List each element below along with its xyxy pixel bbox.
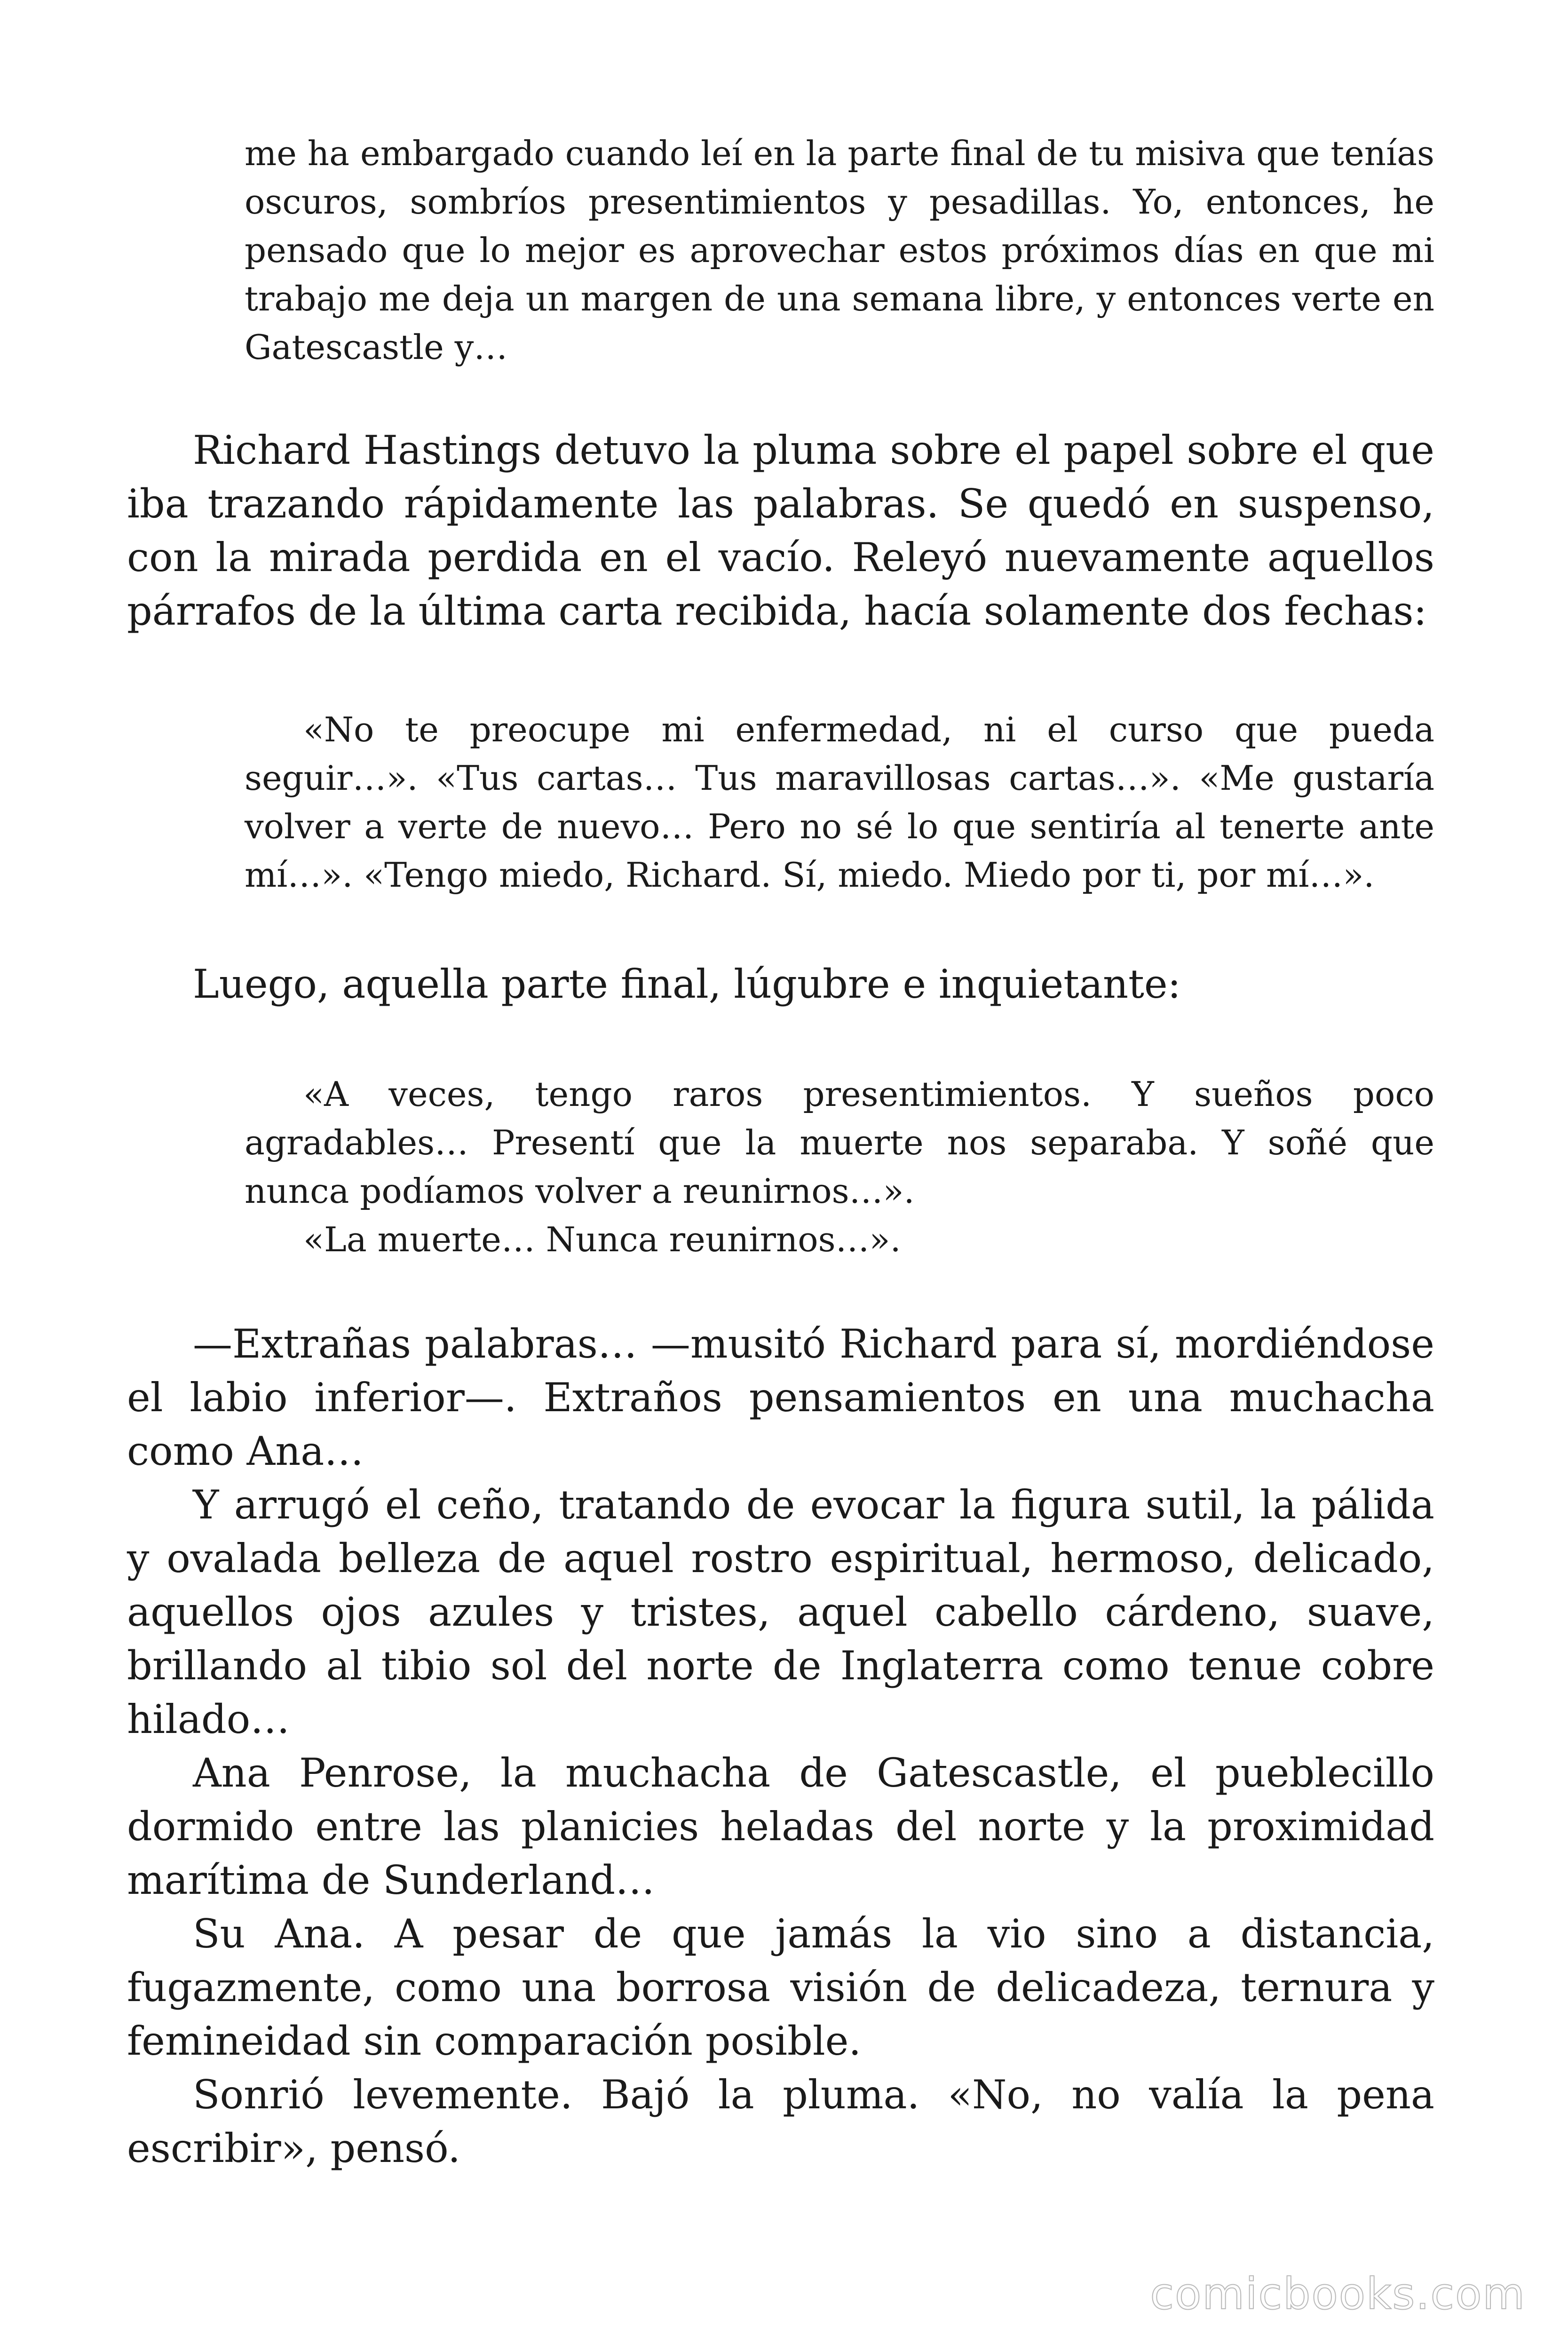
letter-excerpt-2 [245, 706, 1434, 899]
narrative-section-3 [127, 1317, 1434, 2175]
letter-excerpt-3-text-2: «La muerte… Nunca reunirnos…». [303, 1220, 901, 1259]
narrative-paragraph-1-text: Richard Hastings detuvo la pluma sobre el papel sobre el que iba trazando rápidamente las palabras. Se quedó en suspenso, con la mirada perdida en el vacío. Releyó nuevamente aquellos párrafos de la última carta recibida, hacía solamente dos fechas: [127, 427, 1434, 634]
letter-excerpt-1 [245, 129, 1434, 372]
letter-excerpt-1-text: me ha embargado cuando leí en la parte final de tu misiva que tenías oscuros, sombríos presentimientos y pesadillas. Yo, entonces, he pensado que lo mejor es aprovechar estos próximos días en que mi trabajo me deja un margen de una semana libre, y entonces verte en Gatescastle y… [245, 134, 1434, 367]
narrative-paragraph-1 [127, 423, 1434, 638]
narrative-paragraph-4: Y arrugó el ceño, tratando de evocar la figura sutil, la pálida y ovalada belleza de aquel rostro espiritual, hermoso, delicado, aquellos ojos azules y tristes, aquel cabello cárdeno, suave, brillando al tibio sol del norte de Inglaterra como tenue cobre hilado… [127, 1482, 1434, 1742]
narrative-paragraph-2-text: Luego, aquella parte final, lúgubre e inquietante: [193, 961, 1181, 1007]
narrative-paragraph-2 [127, 957, 1434, 1011]
narrative-paragraph-3: —Extrañas palabras… —musitó Richard para sí, mordiéndose el labio inferior—. Extraños pensamientos en una muchacha como Ana… [127, 1321, 1434, 1474]
site-watermark: comicbooks.com [1150, 2269, 1526, 2319]
letter-excerpt-3-text-1: «A veces, tengo raros presentimientos. Y sueños poco agradables… Presentí que la muerte nos separaba. Y soñé que nunca podíamos volver a reunirnos…». [245, 1074, 1434, 1211]
letter-excerpt-2-text: «No te preocupe mi enfermedad, ni el curso que pueda seguir…». «Tus cartas… Tus maravillosas cartas…». «Me gustaría volver a verte de nuevo… Pero no sé lo que sentiría al tenerte ante mí…». «Tengo miedo, Richard. Sí, miedo. Miedo por ti, por mí…». [245, 710, 1434, 895]
narrative-paragraph-6: Su Ana. A pesar de que jamás la vio sino a distancia, fugazmente, como una borrosa visión de delicadeza, ternura y femineidad sin comparación posible. [127, 1911, 1434, 2064]
letter-excerpt-3 [245, 1070, 1434, 1264]
narrative-paragraph-7: Sonrió levemente. Bajó la pluma. «No, no valía la pena escribir», pensó. [127, 2072, 1434, 2171]
narrative-paragraph-5: Ana Penrose, la muchacha de Gatescastle, el pueblecillo dormido entre las planicies heladas del norte y la proximidad marítima de Sunderland… [127, 1750, 1434, 1903]
